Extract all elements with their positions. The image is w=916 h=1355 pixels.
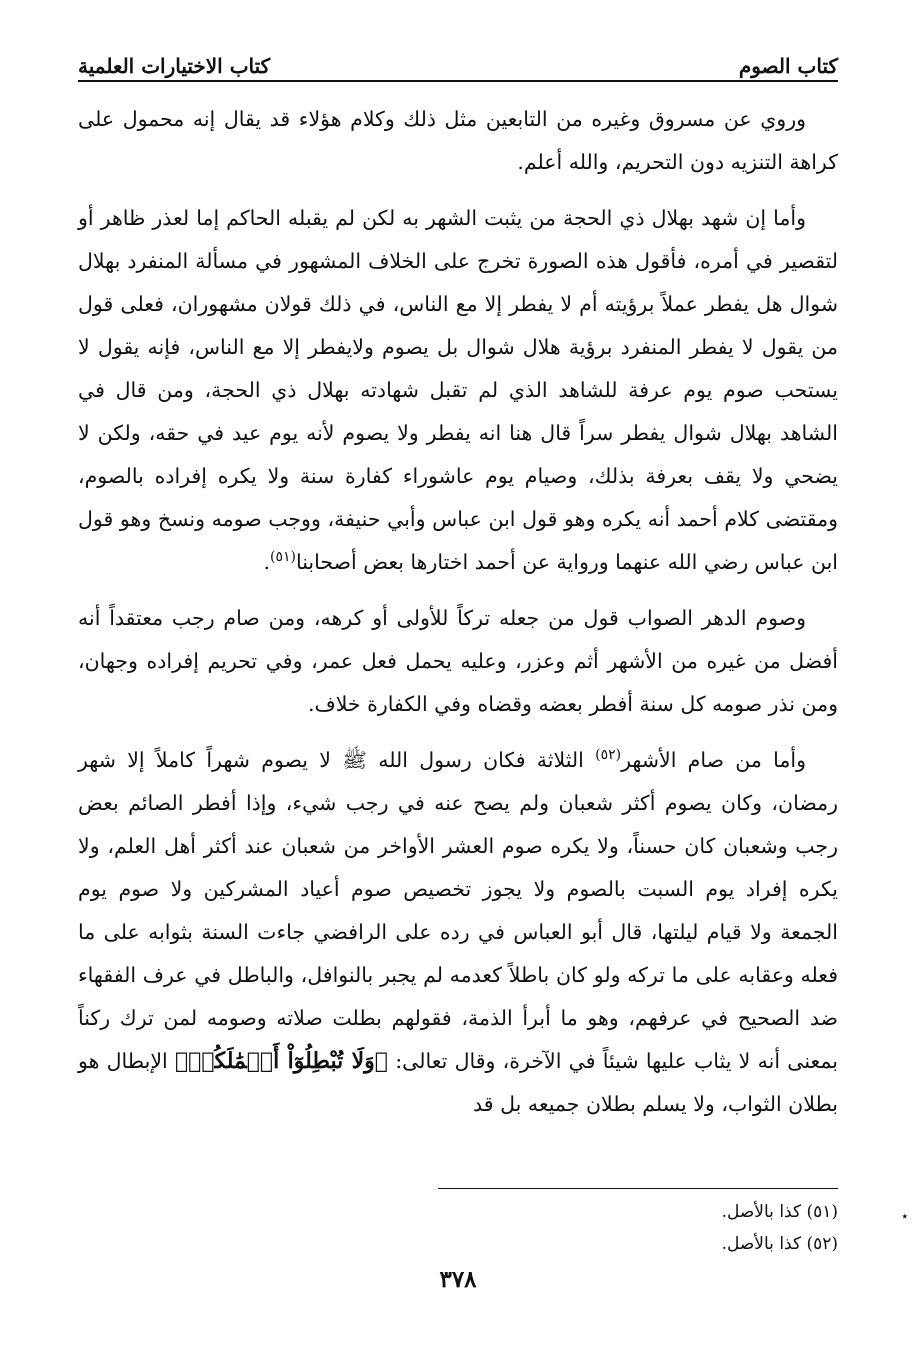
paragraph-4-lead: وأما من صام الأشهر xyxy=(621,748,806,772)
page-number: ٣٧٨ xyxy=(439,1266,477,1293)
paragraph-3-text: وصوم الدهر الصواب قول من جعله تركاً للأولى أو كرهه، ومن صام رجب معتقداً أنه أفضل من غيره من الأشهر أثم وعزر، وعليه يحمل فعل عمر، وفي تحريم إفراده وجهان، ومن نذر صومه كل سنة أفطر بعضه وقضاه وفي الكفارة خلاف. xyxy=(78,606,838,716)
footnote-51: (٥١) كذا بالأصل. xyxy=(721,1202,838,1222)
book-title: كتاب الاختيارات العلمية xyxy=(78,54,271,78)
footnotes xyxy=(78,1196,838,1260)
chapter-title: كتاب الصوم xyxy=(738,54,838,78)
paragraph-4-tail: الإبطال هو بطلان الثواب، ولا يسلم بطلان جميعه بل قد xyxy=(78,1049,838,1116)
footnote-rule xyxy=(438,1188,838,1189)
edge-mark: ٭ xyxy=(901,1209,908,1223)
paragraph-2-tail: . xyxy=(263,550,270,574)
footnote-52: (٥٢) كذا بالأصل. xyxy=(721,1234,838,1254)
header-rule xyxy=(78,80,838,82)
footnote-ref-51[interactable]: (٥١) xyxy=(269,549,296,566)
quran-verse: ﴿وَلَا تُبْطِلُوٓاْ أَعۡمَٰلَكُمۡ﴾ xyxy=(174,1048,388,1074)
paragraph-1-text: وروي عن مسروق وغيره من التابعين مثل ذلك وكلام هؤلاء قد يقال إنه محمول على كراهة التنزيه دون التحريم، والله أعلم. xyxy=(78,107,838,174)
paragraph-1 xyxy=(78,98,838,184)
paragraph-3 xyxy=(78,597,838,726)
paragraph-2 xyxy=(78,197,838,584)
main-text xyxy=(78,98,838,1139)
paragraph-4 xyxy=(78,739,838,1126)
paragraph-2-text: وأما إن شهد بهلال ذي الحجة من يثبت الشهر به لكن لم يقبله الحاكم إما لعذر ظاهر أو لتقصير في أمره، فأقول هذه الصورة تخرج على الخلاف المشهور في مسألة المنفرد بهلال شوال هل يفطر عملاً برؤيته أم لا يفطر إلا مع الناس، في ذلك قولان مشهوران، فعلى قول من يقول لا يفطر المنفرد برؤية هلال شوال بل يصوم ولايفطر إلا مع الناس، فإنه يقول لا يستحب صوم يوم عرفة للشاهد الذي لم تقبل شهادته بهلال ذي الحجة، ومن قال في الشاهد بهلال شوال يفطر سراً قال هنا انه يفطر ولا يصوم لأنه يوم عيد في حقه، ولكن لا يضحي ولا يقف بعرفة بذلك، وصيام يوم عاشوراء كفارة سنة ولا يكره إفراده بالصوم، ومقتضى كلام أحمد أنه يكره وهو قول ابن عباس وأبي حنيفة، ووجب صومه ونسخ وهو قول ابن عباس رضي الله عنهما ورواية عن أحمد اختارها بعض أصحابنا xyxy=(78,206,838,574)
footnote-ref-52[interactable]: (٥٢) xyxy=(595,747,622,764)
running-header xyxy=(78,38,838,78)
paragraph-4-text: الثلاثة فكان رسول الله ﷺ لا يصوم شهراً كاملاً إلا شهر رمضان، وكان يصوم أكثر شعبان ولم يصح عنه في رجب شيء، وإذا أفطر الصائم بعض رجب وشعبان كان حسناً، ولا يكره صوم العشر الأواخر من شعبان عند أكثر أهل العلم، ولا يكره إفراد يوم السبت بالصوم ولا يجوز تخصيص صوم أعياد المشركين ولا صوم يوم الجمعة ولا قيام ليلتها، قال أبو العباس في رده على الرافضي جاءت السنة بثوابه على ما فعله وعقابه على ما تركه ولو كان باطلاً كعدمه لم يجبر بالنوافل، والباطل في عرف الفقهاء ضد الصحيح في عرفهم، وهو ما أبرأ الذمة، فقولهم بطلت صلاته وصومه لمن ترك ركناً بمعنى أنه لا يثاب عليها شيئاً في الآخرة، وقال تعالى: xyxy=(78,748,838,1073)
